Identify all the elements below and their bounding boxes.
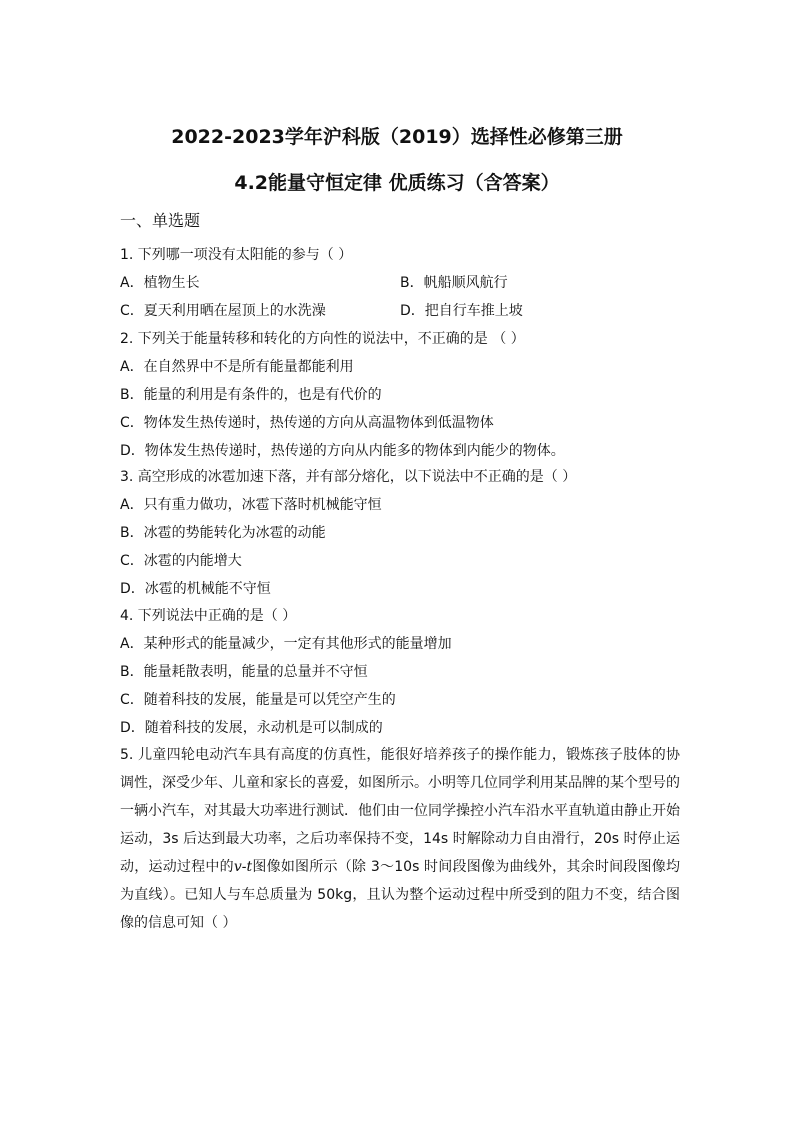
question-2-stem: 2. 下列关于能量转移和转化的方向性的说法中，不正确的是 （ ） [120,331,525,347]
question-5-stem [120,741,680,937]
question-4-option-a: A．某种形式的能量减少，一定有其他形式的能量增加 [120,636,452,652]
question-5-text-part1: 5. 儿童四轮电动汽车具有高度的仿真性，能很好培养孩子的操作能力，锻炼孩子肢体的协调性，深受少年、儿童和家长的喜爱，如图所示。小明等几位同学利用某品牌的某个型号的一辆小汽车，对其最大功率进行测试．他们由一位同学操控小汽车沿水平直轨道由静止开始运动，3s 后达到最大功率，之后功率保持不变，14s 时解除动力自由滑行，20s 时停止运动，运动过程中的 [120,747,680,875]
question-5-text-part2: 图像如图所示（除 3～10s 时间段图像为曲线外，其余时间段图像均为直线）。已知人与车总质量为 50kg，且认为整个运动过程中所受到的阻力不变，结合图像的信息可知（ ） [120,859,680,931]
section-heading: 一、单选题 [120,211,201,230]
question-2-option-a: A．在自然界中不是所有能量都能利用 [120,359,354,375]
question-3-option-c: C．冰雹的内能增大 [120,553,242,569]
question-5-vt-symbol: v-t [233,859,253,875]
question-1-stem: 1. 下列哪一项没有太阳能的参与（ ） [120,247,353,263]
question-1-option-b: B．帆船顺风航行 [400,275,508,291]
question-1-option-d: D．把自行车推上坡 [400,303,523,319]
question-4-stem: 4. 下列说法中正确的是（ ） [120,608,297,624]
question-2-option-d: D．物体发生热传递时，热传递的方向从内能多的物体到内能少的物体。 [120,443,565,459]
question-3-option-a: A．只有重力做功，冰雹下落时机械能守恒 [120,497,382,513]
question-2-option-c: C．物体发生热传递时，热传递的方向从高温物体到低温物体 [120,415,494,431]
document-title-line2: 4.2能量守恒定律 优质练习（含答案） [234,172,560,194]
question-3-option-d: D．冰雹的机械能不守恒 [120,581,271,597]
document-title-line1: 2022-2023学年沪科版（2019）选择性必修第三册 [171,126,623,148]
question-3-option-b: B．冰雹的势能转化为冰雹的动能 [120,525,326,541]
question-1-option-c: C．夏天利用晒在屋顶上的水洗澡 [120,303,326,319]
question-4-option-c: C．随着科技的发展，能量是可以凭空产生的 [120,692,396,708]
question-3-stem: 3. 高空形成的冰雹加速下落，并有部分熔化，以下说法中不正确的是（ ） [120,469,577,485]
question-2-option-b: B．能量的利用是有条件的，也是有代价的 [120,387,382,403]
question-4-option-d: D．随着科技的发展，永动机是可以制成的 [120,720,383,736]
question-4-option-b: B．能量耗散表明，能量的总量并不守恒 [120,664,368,680]
question-1-option-a: A．植物生长 [120,275,200,291]
